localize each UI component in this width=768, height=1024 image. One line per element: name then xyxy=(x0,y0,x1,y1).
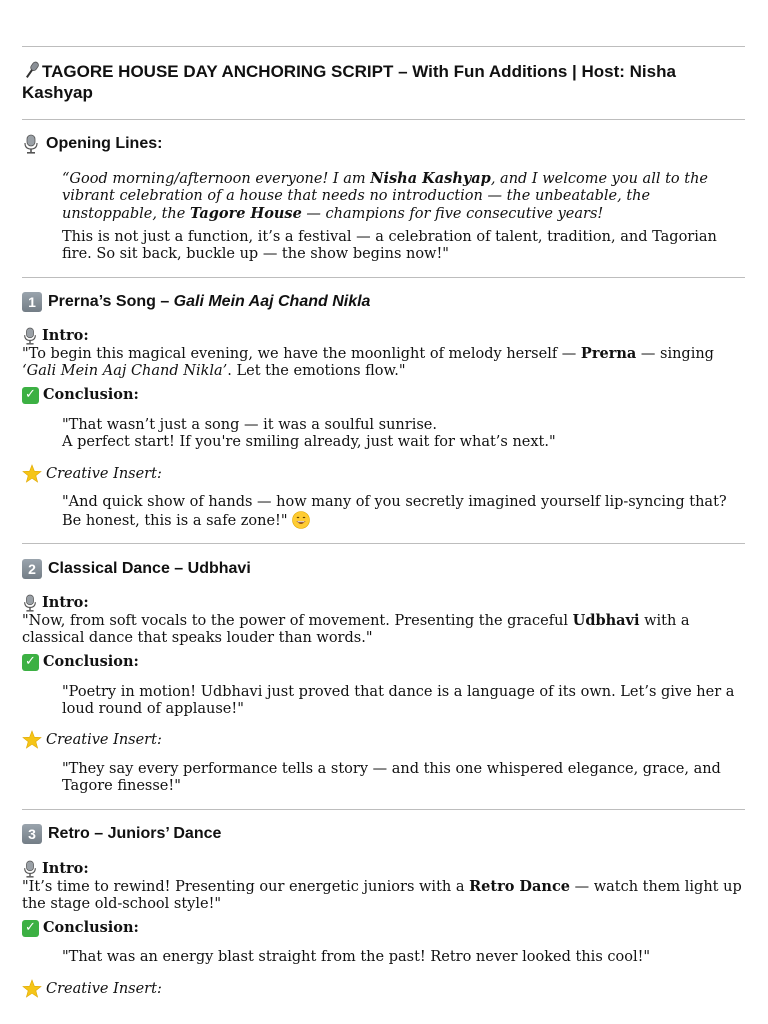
opening-paragraph-2: This is not just a function, it’s a festival — a celebration of talent, tradition, and Tagorian fire. So sit back, buckle up — the show begins now!" xyxy=(62,229,717,262)
song-title: ‘Gali Mein Aaj Chand Nikla’ xyxy=(22,363,228,379)
section-3-intro-text xyxy=(22,878,747,913)
section-2-intro-text xyxy=(22,612,747,647)
divider xyxy=(22,277,745,278)
divider xyxy=(22,809,745,810)
section-heading-text: Retro – Juniors’ Dance xyxy=(48,825,222,842)
intro-text: with a classical dance that speaks louder than words." xyxy=(22,613,690,646)
intro-text: . Let the emotions flow." xyxy=(227,363,406,379)
section-1-conclusion-label xyxy=(22,386,139,404)
intro-text: — singing xyxy=(636,346,714,362)
keycap-number-icon: 3 xyxy=(22,824,42,844)
document-title xyxy=(22,60,742,103)
section-3-creative-label xyxy=(22,979,162,999)
opening-paragraph-1 xyxy=(62,170,742,223)
section-2-conclusion-label xyxy=(22,653,139,671)
performance-name: Retro Dance xyxy=(469,878,570,895)
section-2-heading xyxy=(22,559,251,579)
section-1-intro-text xyxy=(22,345,747,380)
glowing-star-icon xyxy=(22,730,42,750)
creative-label: Creative Insert: xyxy=(46,981,162,997)
intro-text: "To begin this magical evening, we have the moonlight of melody herself — xyxy=(22,346,581,362)
check-mark-icon: ✓ xyxy=(22,920,39,937)
section-1-creative-text xyxy=(62,494,742,530)
glowing-star-icon xyxy=(22,464,42,484)
intro-text: — watch them light up the stage old-school style!" xyxy=(22,879,742,912)
intro-text: "Now, from soft vocals to the power of movement. Presenting the graceful xyxy=(22,613,573,629)
opening-text: — champions for five consecutive years! xyxy=(301,206,604,222)
section-1-intro-label xyxy=(22,327,89,345)
keycap-number-icon: 1 xyxy=(22,292,42,312)
divider xyxy=(22,119,745,120)
studio-microphone-icon xyxy=(22,134,40,154)
conclusion-label: Conclusion: xyxy=(43,919,139,936)
microphone-icon xyxy=(22,60,42,80)
conclusion-line: A perfect start! If you're smiling already, just wait for what’s next." xyxy=(62,434,556,450)
opening-heading xyxy=(22,134,162,154)
divider xyxy=(22,46,745,47)
performer-name: Prerna xyxy=(580,345,637,362)
section-2-creative-label xyxy=(22,730,162,750)
section-heading-text: Classical Dance – Udbhavi xyxy=(48,560,251,577)
section-1-creative-label xyxy=(22,464,162,484)
keycap-number-icon: 2 xyxy=(22,559,42,579)
check-mark-icon: ✓ xyxy=(22,387,39,404)
opening-text: , and I welcome you all to the vibrant celebration of a house that needs no introduction — the unbeatable, the unstoppable, the xyxy=(62,171,708,222)
section-1-heading xyxy=(22,292,370,312)
check-mark-icon: ✓ xyxy=(22,654,39,671)
host-name: Nisha Kashyap xyxy=(370,170,491,187)
section-2-conclusion-text: "Poetry in motion! Udbhavi just proved that dance is a language of its own. Let’s give her a loud round of applause!" xyxy=(62,684,735,717)
performer-name: Udbhavi xyxy=(572,612,640,629)
section-3-conclusion-label xyxy=(22,919,139,937)
section-2-intro-label xyxy=(22,594,89,612)
creative-label: Creative Insert: xyxy=(46,466,162,482)
house-name: Tagore House xyxy=(189,205,302,222)
conclusion-label: Conclusion: xyxy=(43,653,139,670)
section-1-conclusion-text xyxy=(62,417,742,451)
song-title: Gali Mein Aaj Chand Nikla xyxy=(173,293,371,310)
section-2-creative-text: "They say every performance tells a story — and this one whispered elegance, grace, and Tagore finesse!" xyxy=(62,761,721,794)
section-3-conclusion-text: "That was an energy blast straight from the past! Retro never looked this cool!" xyxy=(62,949,651,965)
conclusion-line: "That wasn’t just a song — it was a soulful sunrise. xyxy=(62,417,437,433)
studio-microphone-icon xyxy=(22,327,38,345)
section-heading-text: Prerna’s Song – xyxy=(48,293,174,310)
creative-text: "And quick show of hands — how many of you secretly imagined yourself lip-syncing that? Be honest, this is a safe zone!" xyxy=(62,494,727,529)
opening-heading-text: Opening Lines: xyxy=(46,135,163,152)
conclusion-label: Conclusion: xyxy=(43,386,139,403)
studio-microphone-icon xyxy=(22,594,38,612)
divider xyxy=(22,543,745,544)
section-3-intro-label xyxy=(22,860,89,878)
section-3-heading xyxy=(22,824,221,844)
studio-microphone-icon xyxy=(22,860,38,878)
intro-label: Intro: xyxy=(42,327,89,344)
intro-label: Intro: xyxy=(42,594,89,611)
opening-text: “Good morning/afternoon everyone! I am xyxy=(62,171,371,187)
glowing-star-icon xyxy=(22,979,42,999)
intro-label: Intro: xyxy=(42,860,89,877)
title-text: TAGORE HOUSE DAY ANCHORING SCRIPT – With Fun Additions | Host: Nisha Kashyap xyxy=(22,62,676,102)
intro-text: "It’s time to rewind! Presenting our energetic juniors with a xyxy=(22,879,470,895)
grinning-face-icon xyxy=(292,511,310,529)
creative-label: Creative Insert: xyxy=(46,732,162,748)
